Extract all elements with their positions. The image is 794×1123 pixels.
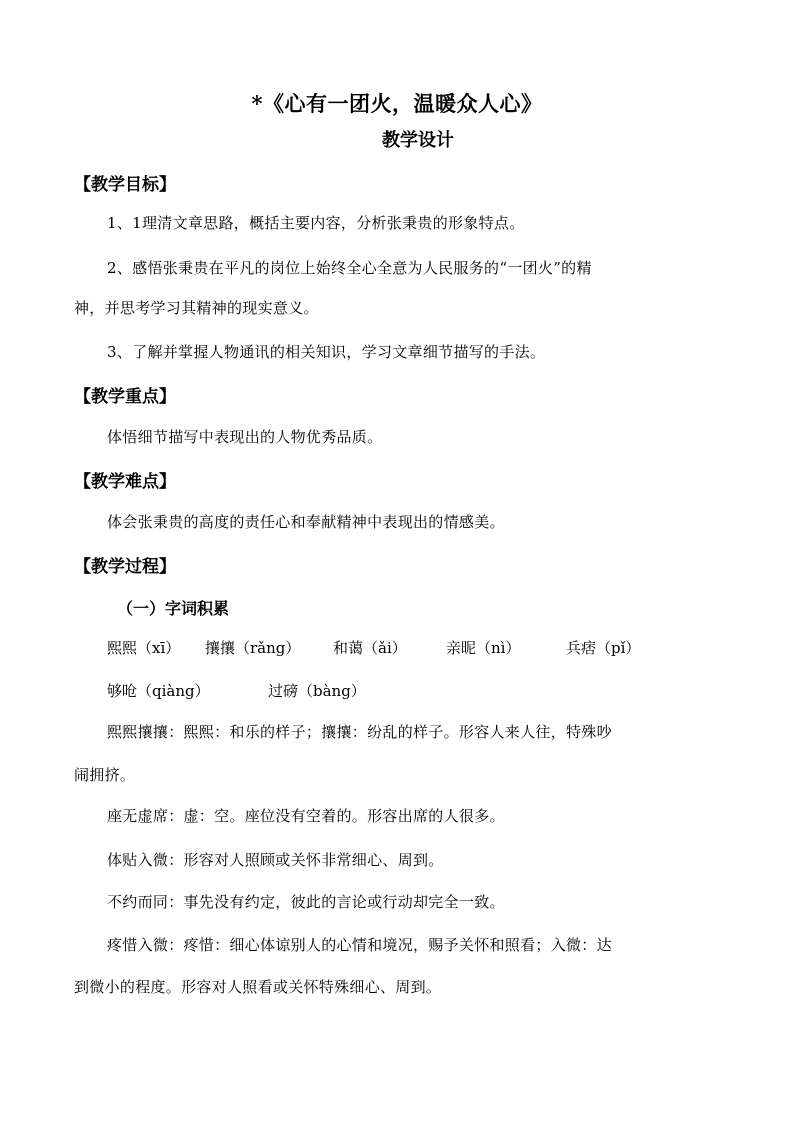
definition-5-line-1: 疼惜入微：疼惜：细心体谅别人的心情和境况，赐予关怀和照看；入微：达 bbox=[107, 936, 612, 954]
vocab-item: 过磅（bàng） bbox=[268, 682, 366, 700]
objective-item-3: 3、了解并掌握人物通讯的相关知识，学习文章细节描写的手法。 bbox=[107, 343, 546, 361]
document-subtitle: 教学设计 bbox=[382, 130, 454, 151]
vocab-item: 兵痞（pǐ） bbox=[566, 639, 641, 657]
definition-5-line-2: 到微小的程度。形容对人照看或关怀特殊细心、周到。 bbox=[74, 978, 442, 996]
document-title: *《心有一团火，温暖众人心》 bbox=[251, 91, 543, 116]
definition-4: 不约而同：事先没有约定，彼此的言论或行动却完全一致。 bbox=[107, 893, 505, 911]
objective-item-2-line-2: 神，并思考学习其精神的现实意义。 bbox=[74, 299, 319, 317]
objective-item-1: 1、1理清文章思路，概括主要内容，分析张秉贵的形象特点。 bbox=[107, 214, 525, 232]
difficulties-heading: 【教学难点】 bbox=[74, 472, 176, 492]
vocab-item: 亲昵（nì） bbox=[446, 639, 521, 657]
vocab-item: 熙熙（xī） bbox=[107, 639, 181, 657]
definition-3: 体贴入微：形容对人照顾或关怀非常细心、周到。 bbox=[107, 851, 444, 869]
vocabulary-section-title: （一）字词积累 bbox=[117, 599, 230, 618]
objective-item-2-line-1: 2、感悟张秉贵在平凡的岗位上始终全心全意为人民服务的“一团火”的精 bbox=[107, 259, 592, 277]
definition-1-line-2: 闹拥挤。 bbox=[74, 766, 136, 784]
vocab-item: 和蔼（ǎi） bbox=[333, 639, 407, 657]
vocab-item: 攘攘（rǎng） bbox=[205, 639, 301, 657]
process-heading: 【教学过程】 bbox=[74, 557, 176, 577]
key-points-text: 体悟细节描写中表现出的人物优秀品质。 bbox=[107, 428, 383, 446]
key-points-heading: 【教学重点】 bbox=[74, 387, 176, 407]
objectives-heading: 【教学目标】 bbox=[74, 175, 176, 195]
definition-1-line-1: 熙熙攘攘：熙熙：和乐的样子；攘攘：纷乱的样子。形容人来人往，特殊吵 bbox=[107, 723, 612, 741]
difficulties-text: 体会张秉贵的高度的责任心和奉献精神中表现出的情感美。 bbox=[107, 513, 505, 531]
definition-2: 座无虚席：虚：空。座位没有空着的。形容出席的人很多。 bbox=[107, 807, 505, 825]
vocab-item: 够呛（qiàng） bbox=[107, 682, 210, 700]
